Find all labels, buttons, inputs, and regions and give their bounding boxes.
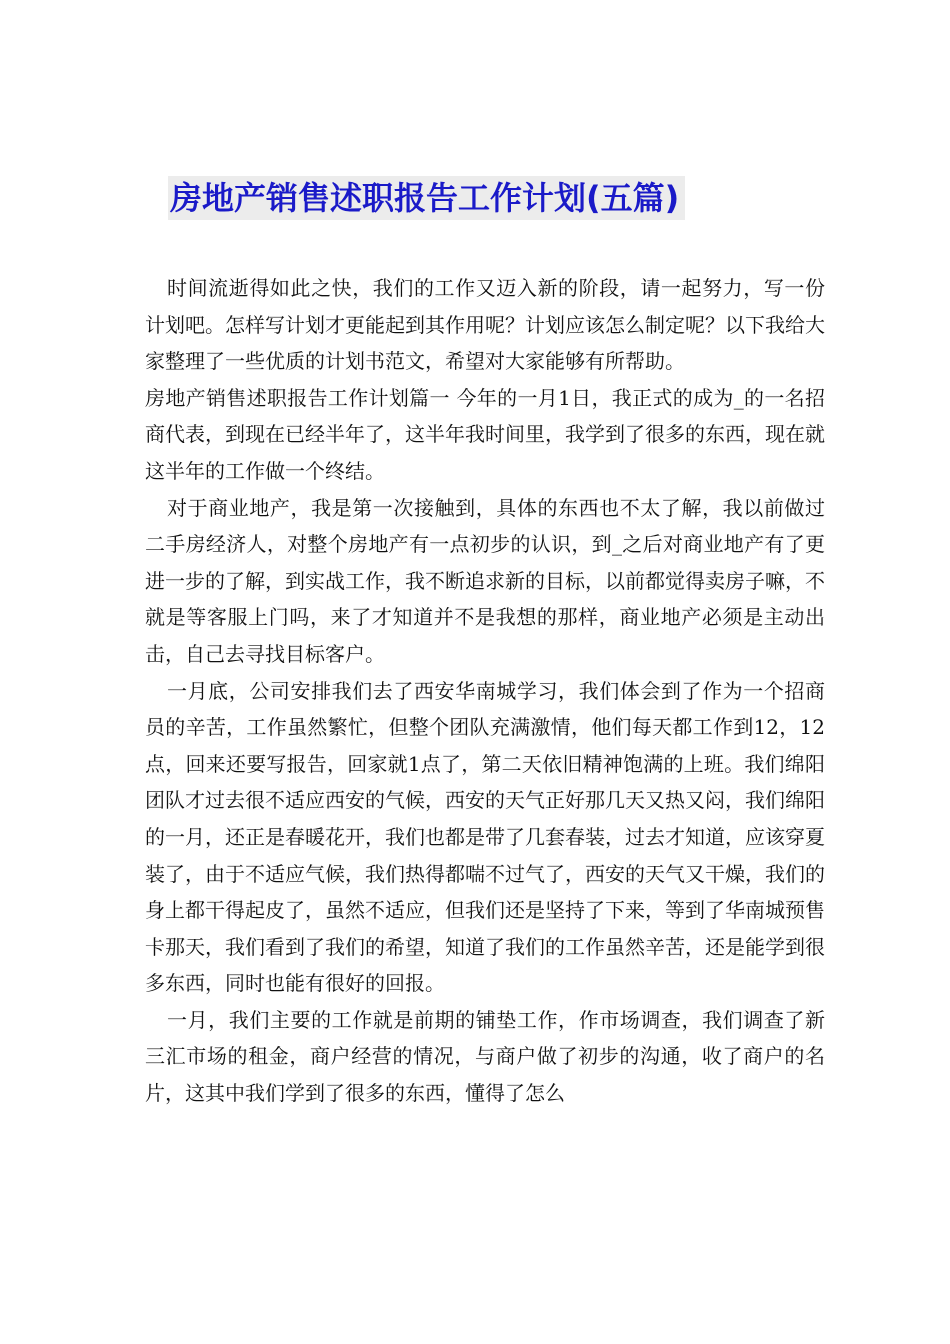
paragraph-xian-training: 一月底，公司安排我们去了西安华南城学习，我们体会到了作为一个招商员的辛苦，工作虽然繁忙，但整个团队充满激情，他们每天都工作到12，12点，回来还要写报告，回家就1点了，第二天依旧精神饱满的上班。我们绵阳团队才过去很不适应西安的气候，西安的天气正好那几天又热又闷，我们绵阳的一月，还正是春暖花开，我们也都是带了几套春装，过去才知道，应该穿夏装了，由于不适应气候，我们热得都喘不过气了，西安的天气又干燥，我们的身上都干得起皮了，虽然不适应，但我们还是坚持了下来，等到了华南城预售卡那天，我们看到了我们的希望，知道了我们的工作虽然辛苦，还是能学到很多东西，同时也能有很好的回报。 (145, 678, 825, 996)
document-title: 房地产销售述职报告工作计划(五篇) (168, 176, 685, 220)
paragraph-commercial-real-estate: 对于商业地产，我是第一次接触到，具体的东西也不太了解，我以前做过二手房经济人，对整个房地产有一点初步的认识，到_之后对商业地产有了更进一步的了解，到实战工作，我不断追求新的目标，以前都觉得卖房子嘛，不就是等客服上门吗，来了才知道并不是我想的那样，商业地产必须是主动出击，自己去寻找目标客户。 (145, 495, 825, 666)
paragraph-market-survey: 一月，我们主要的工作就是前期的铺垫工作，作市场调查，我们调查了新三汇市场的租金，商户经营的情况，与商户做了初步的沟通，收了商户的名片，这其中我们学到了很多的东西，懂得了怎么 (145, 1007, 825, 1106)
paragraph-intro: 时间流逝得如此之快，我们的工作又迈入新的阶段，请一起努力，写一份计划吧。怎样写计划才更能起到其作用呢？计划应该怎么制定呢？以下我给大家整理了一些优质的计划书范文，希望对大家能够有所帮助。 (145, 276, 825, 374)
paragraph-section-one: 房地产销售述职报告工作计划篇一 今年的一月1日，我正式的成为_的一名招商代表，到现在已经半年了，这半年我时间里，我学到了很多的东西，现在就这半年的工作做一个终结。 (145, 385, 825, 483)
document-body (145, 270, 825, 1112)
